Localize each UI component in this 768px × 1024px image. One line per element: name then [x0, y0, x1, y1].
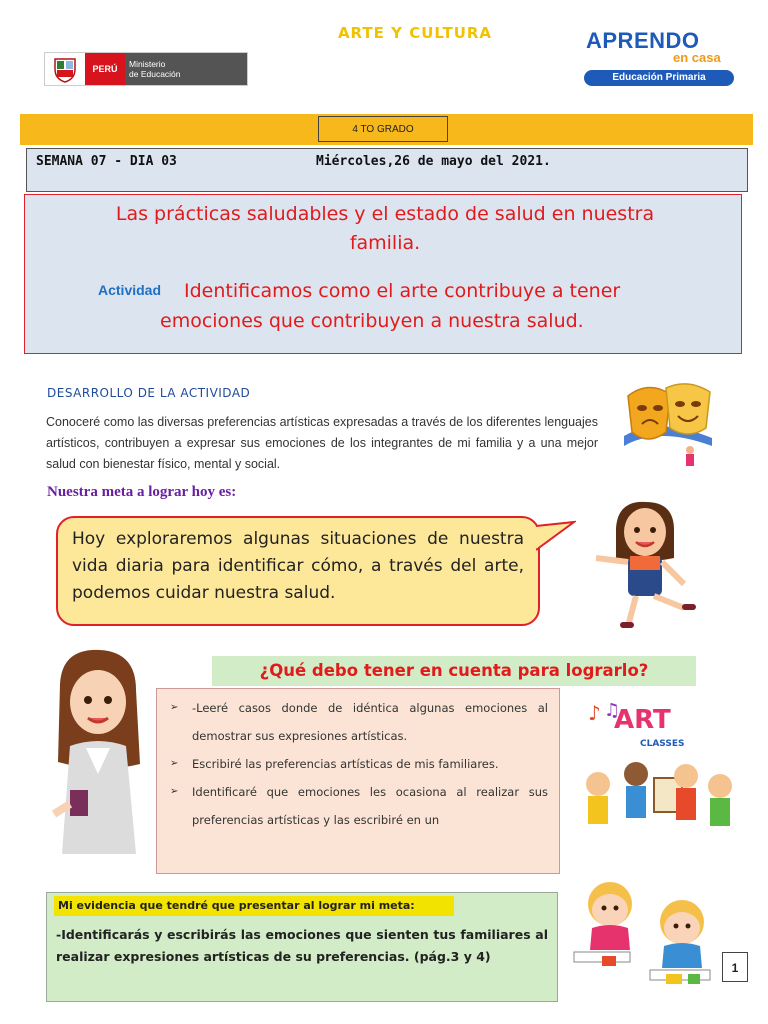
theme-title — [40, 200, 730, 258]
goal-label: Nuestra meta a lograr hoy es: — [47, 484, 237, 500]
kids-writing-illustration — [570, 872, 720, 992]
list-item-text: -Leeré casos donde de idéntica algunas emociones al demostrar sus expresiones artísticas. — [192, 701, 548, 743]
ministry-logo — [44, 52, 248, 86]
activity-label: Actividad — [98, 282, 162, 298]
evidence-text: -Identificarás y escribirás las emociones que sienten tus familiares al realizar expresiones artísticas de su preferencias. (pág.3 y 4) — [56, 927, 548, 964]
date: Miércoles,26 de mayo del 2021. — [316, 154, 551, 169]
art-classes-illustration — [574, 694, 744, 844]
list-item-text: Identificaré que emociones les ocasiona al realizar sus preferencias artísticas y las escribiré en un — [192, 785, 548, 827]
brand-big: APRENDO — [586, 28, 700, 53]
activity-title — [150, 276, 750, 336]
theme-title-line1: Las prácticas saludables y el estado de salud en nuestra — [115, 203, 655, 225]
howto-title: ¿Qué debo tener en cuenta para lograrlo? — [212, 656, 696, 686]
speech-bubble-tail — [536, 520, 576, 556]
brand-level: Educación Primaria — [584, 70, 734, 86]
list-item — [170, 750, 548, 778]
brand-small: en casa — [673, 50, 721, 65]
coat-of-arms-icon — [45, 53, 85, 85]
steps-list — [170, 694, 548, 834]
music-note-icon: ♫ — [604, 700, 621, 721]
arrow-bullet-icon: ➢ — [170, 786, 179, 797]
page-number: 1 — [722, 952, 748, 982]
peru-label: PERÚ — [85, 53, 125, 85]
girl-character-illustration — [588, 498, 708, 632]
list-item-text: Escribiré las preferencias artísticas de mis familiares. — [192, 757, 499, 771]
week-day: SEMANA 07 - DIA 03 — [36, 154, 177, 169]
ministry-name-line2: de Educación — [129, 69, 181, 79]
development-text: Conoceré como las diversas preferencias artísticas expresadas a través de los diferentes lenguajes artísticos, contribuyen a expresar sus emociones de los integrantes de mi familia y a una mejor salud con bienestar físico, mental y social. — [46, 415, 598, 471]
arrow-bullet-icon: ➢ — [170, 758, 179, 769]
evidence-heading: Mi evidencia que tendré que presentar al lograr mi meta: — [54, 896, 454, 916]
activity-line1: Identificamos como el arte contribuye a tener — [184, 280, 621, 302]
theater-masks-illustration — [618, 376, 718, 472]
classes-word: CLASSES — [640, 739, 685, 749]
ministry-name-line1: Ministerio — [129, 59, 166, 69]
subject-title: ARTE Y CULTURA — [337, 24, 493, 42]
teacher-illustration — [40, 644, 150, 854]
grade-label: 4 TO GRADO — [318, 116, 448, 142]
goal-text: Hoy exploraremos algunas situaciones de nuestra vida diaria para identificar cómo, a través del arte, podemos cuidar nuestra salud. — [72, 529, 524, 603]
development-title: DESARROLLO DE LA ACTIVIDAD — [47, 386, 251, 400]
aprendo-en-casa-logo — [578, 28, 738, 88]
list-item — [170, 778, 548, 834]
activity-line2: emociones que contribuyen a nuestra salud. — [160, 310, 584, 332]
theme-title-line2: familia. — [349, 232, 421, 254]
list-item — [170, 694, 548, 750]
ministry-name — [125, 53, 247, 85]
art-word: ART — [614, 705, 671, 735]
arrow-bullet-icon: ➢ — [170, 702, 179, 713]
music-note-icon: ♪ — [588, 701, 601, 725]
